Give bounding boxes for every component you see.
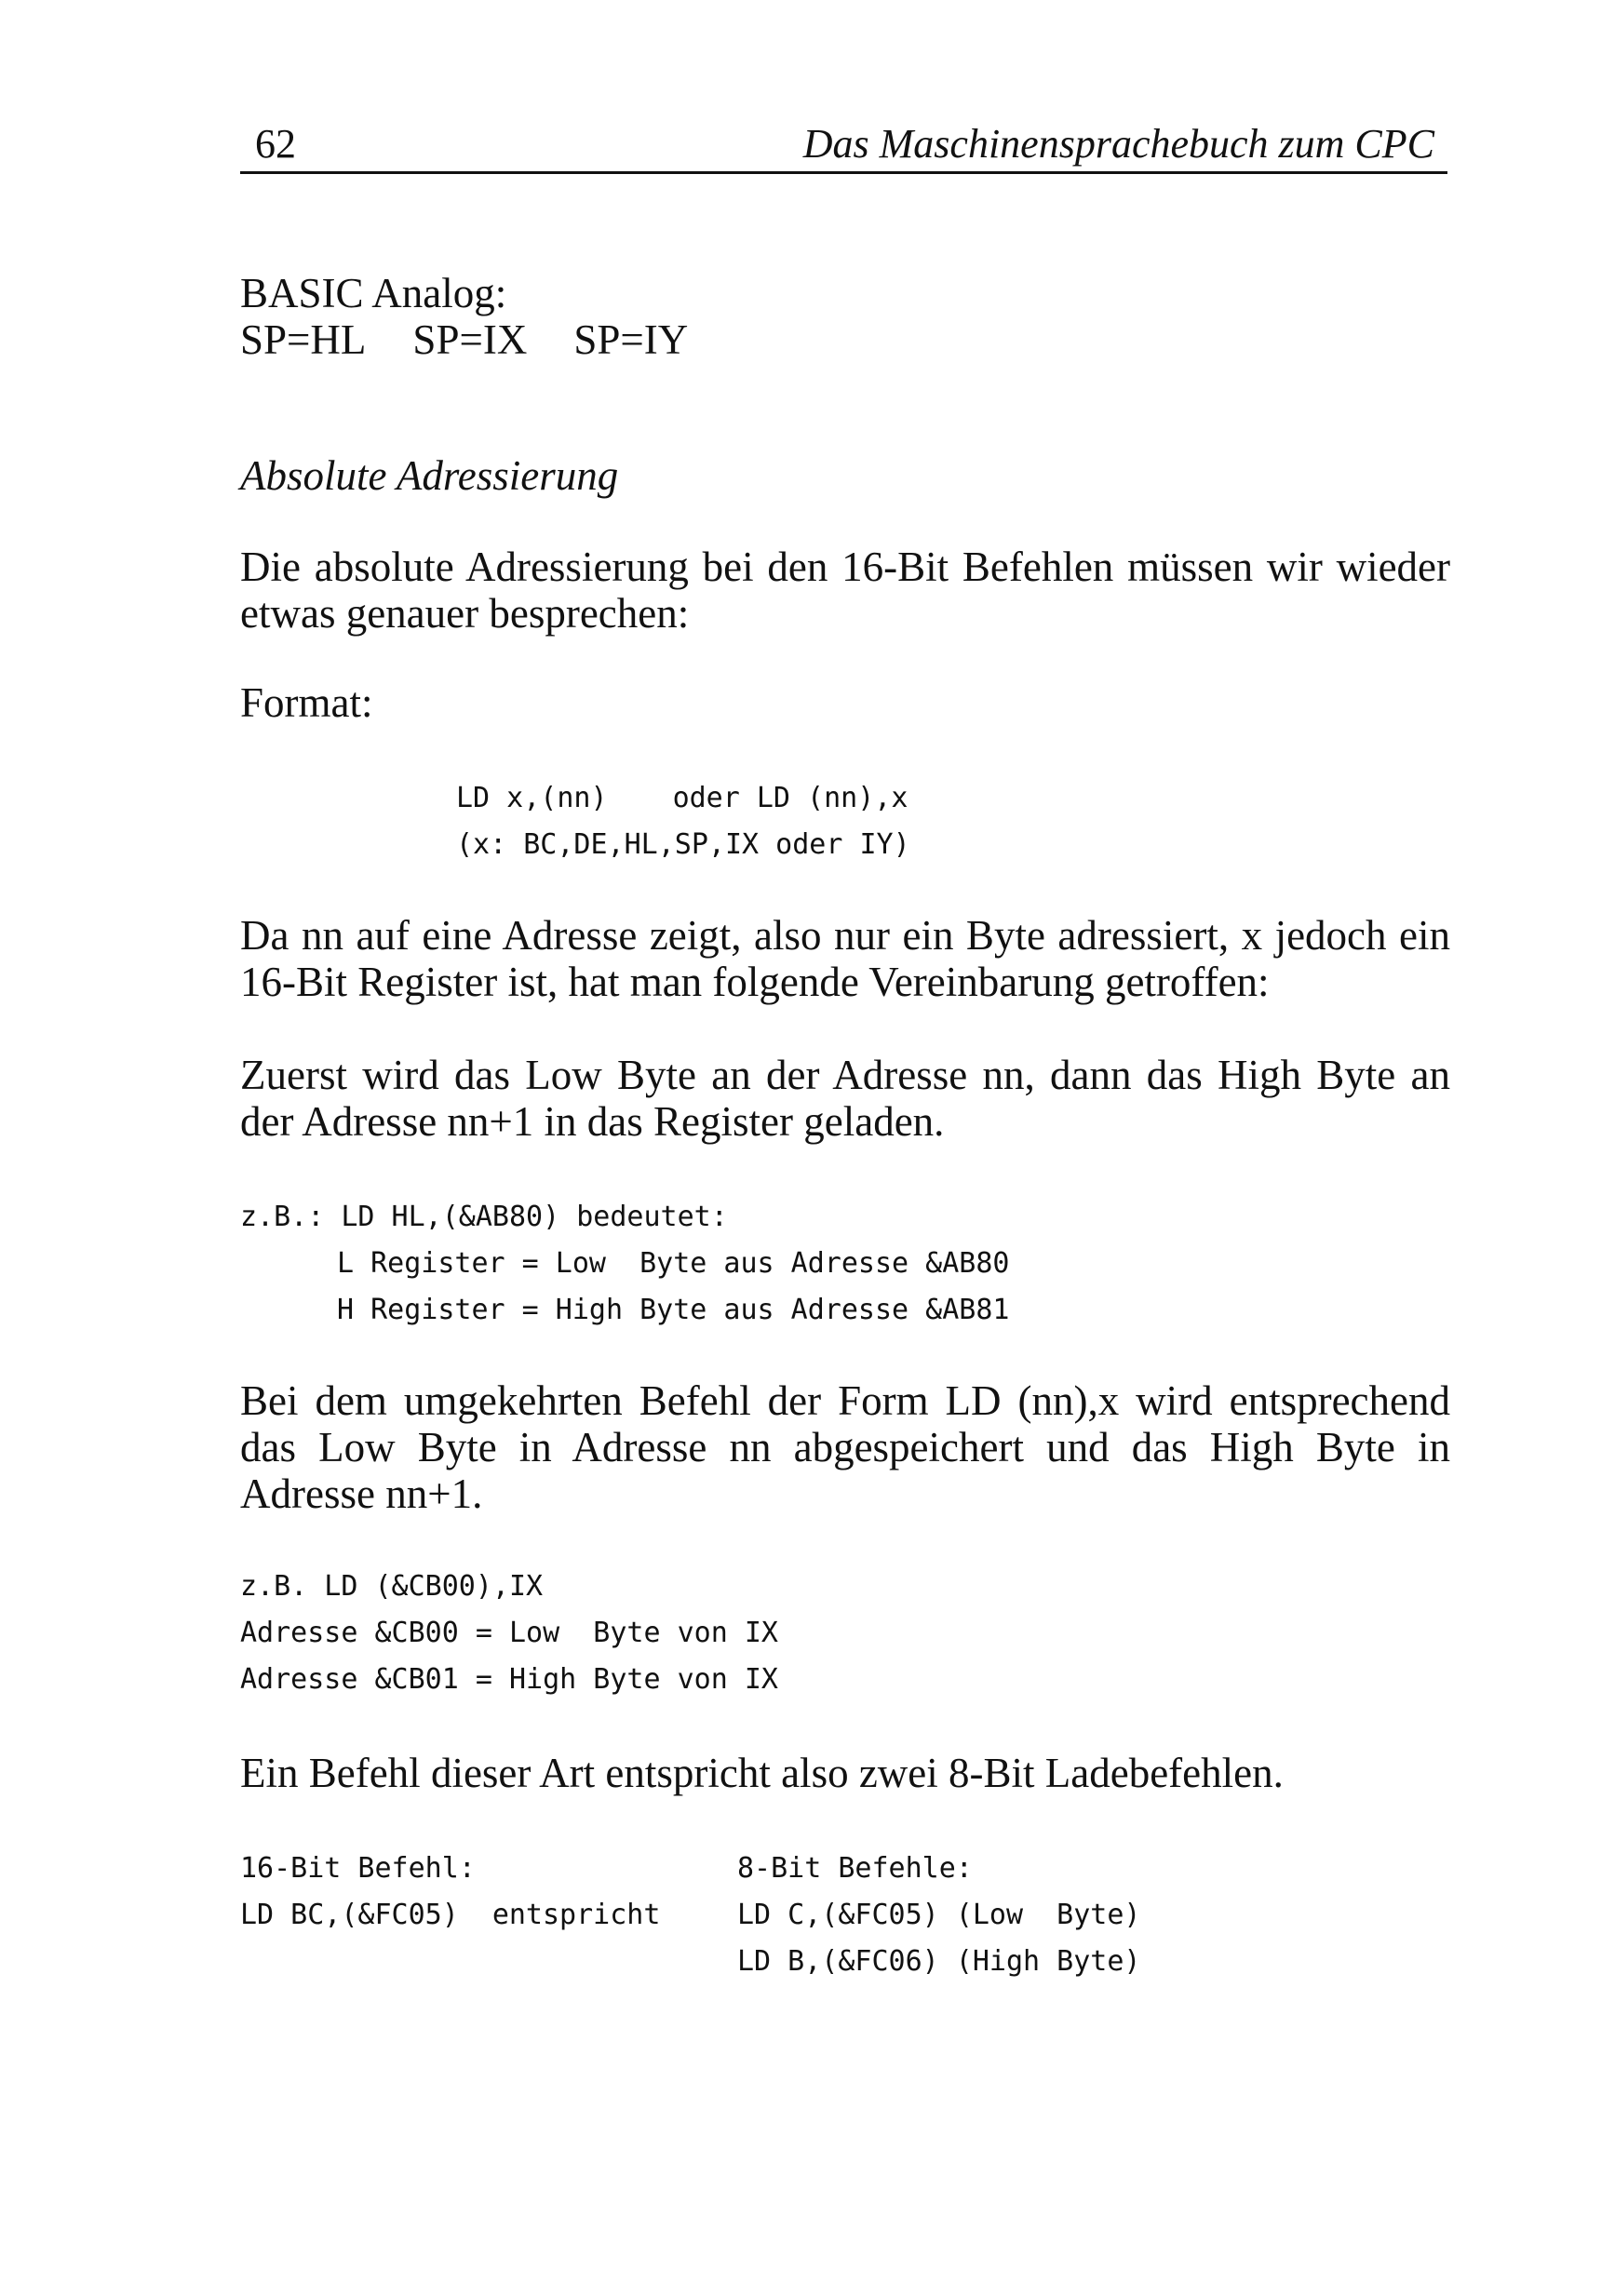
format-code-left: LD x,(nn) — [456, 782, 608, 814]
paragraph-explain-1: Da nn auf eine Adresse zeigt, also nur ein Byte adressiert, x jedoch ein 16-Bit Register ist, hat man folgende Vereinbarung getroffen: — [240, 912, 1450, 1005]
basic-analog-item: SP=IX — [412, 316, 528, 363]
example-1-line-1: z.B.: LD HL,(&AB80) bedeutet: — [240, 1201, 728, 1233]
format-code-line-2: (x: BC,DE,HL,SP,IX oder IY) — [456, 828, 910, 861]
paragraph-intro: Die absolute Adressierung bei den 16-Bit Befehlen müssen wir wieder etwas genauer besprechen: — [240, 544, 1450, 637]
basic-analog-item: SP=HL — [240, 316, 367, 363]
comparison-right-row-2: LD B,(&FC06) (High Byte) — [737, 1945, 1141, 1978]
example-1-line-2: L Register = Low Byte aus Adresse &AB80 — [337, 1247, 1010, 1280]
comparison-16bit-instruction: LD BC,(&FC05) — [240, 1899, 459, 1931]
page-number: 62 — [255, 121, 296, 167]
comparison-right-row-1: LD C,(&FC05) (Low Byte) — [737, 1899, 1141, 1931]
section-heading: Absolute Adressierung — [240, 452, 619, 499]
basic-analog-items — [240, 316, 1450, 363]
comparison-left-header: 16-Bit Befehl: — [240, 1852, 476, 1885]
basic-analog-block — [240, 270, 1450, 363]
format-code-right: oder LD (nn),x — [672, 782, 908, 814]
comparison-middle-word: entspricht — [491, 1899, 661, 1931]
example-2-line-1: z.B. LD (&CB00),IX — [240, 1570, 544, 1603]
basic-analog-item: SP=IY — [573, 316, 689, 363]
page-header — [240, 119, 1447, 174]
paragraph-reverse: Bei dem umgekehrten Befehl der Form LD (nn),x wird entsprechend das Low Byte in Adresse nn abgespeichert und das High Byte in Adresse nn+1. — [240, 1377, 1450, 1517]
example-2-line-3: Adresse &CB01 = High Byte von IX — [240, 1663, 778, 1696]
comparison-right-header: 8-Bit Befehle: — [737, 1852, 973, 1885]
paragraph-explain-2: Zuerst wird das Low Byte an der Adresse nn, dann das High Byte an der Adresse nn+1 in das Register geladen. — [240, 1052, 1450, 1145]
running-title: Das Maschinensprachebuch zum CPC — [802, 121, 1434, 167]
format-label: Format: — [240, 679, 373, 726]
paragraph-equivalence: Ein Befehl dieser Art entspricht also zwei 8-Bit Ladebefehlen. — [240, 1750, 1284, 1796]
format-code-line-1 — [456, 775, 908, 822]
example-2-line-2: Adresse &CB00 = Low Byte von IX — [240, 1617, 778, 1649]
comparison-left-row — [240, 1892, 660, 1939]
example-1-line-3: H Register = High Byte aus Adresse &AB81 — [337, 1294, 1010, 1326]
basic-analog-label: BASIC Analog: — [240, 270, 507, 316]
